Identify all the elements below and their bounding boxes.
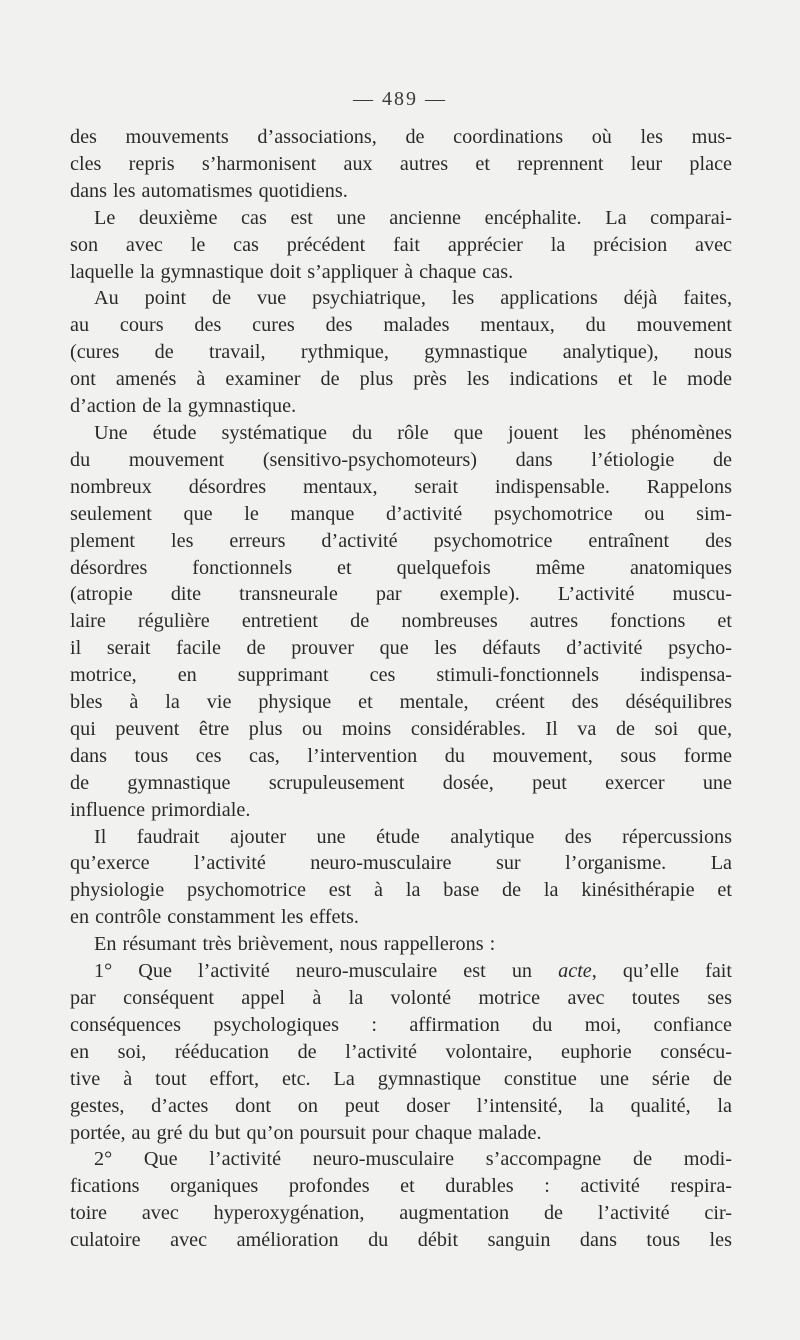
text-line: gestes, d’actes dont on peut doser l’intensité, la qualité, la [70, 1094, 732, 1117]
text-line: son avec le cas précédent fait apprécier la précision avec [70, 233, 732, 256]
text-line: En résumant très brièvement, nous rappellerons : [94, 933, 496, 956]
text-line: (cures de travail, rythmique, gymnastique analytique), nous [70, 341, 732, 364]
text-line: Il faudrait ajouter une étude analytique des répercussions [94, 825, 732, 848]
text-line: qu’exerce l’activité neuro-musculaire sur l’organisme. La [70, 852, 732, 875]
text-line: Au point de vue psychiatrique, les applications déjà faites, [94, 287, 732, 310]
text-line: laquelle la gymnastique doit s’appliquer à chaque cas. [70, 260, 514, 283]
text-line: du mouvement (sensitivo-psychomoteurs) dans l’étiologie de [70, 448, 732, 471]
text-line: désordres fonctionnels et quelquefois même anatomiques [70, 556, 732, 579]
text-line: en contrôle constamment les effets. [70, 906, 359, 929]
text-line: dans les automatismes quotidiens. [70, 179, 348, 202]
text-line: toire avec hyperoxygénation, augmentation de l’activité cir- [70, 1202, 732, 1225]
text-line: influence primordiale. [70, 798, 251, 821]
text-line: Le deuxième cas est une ancienne encéphalite. La comparai- [94, 206, 732, 229]
text-line: culatoire avec amélioration du débit sanguin dans tous les [70, 1229, 732, 1252]
text-line: de gymnastique scrupuleusement dosée, peut exercer une [70, 771, 732, 794]
text-line: en soi, rééducation de l’activité volontaire, euphorie consécu- [70, 1040, 732, 1063]
text-line: par conséquent appel à la volonté motrice avec toutes ses [70, 987, 732, 1009]
text-line: d’action de la gymnastique. [70, 395, 297, 418]
text-line: fications organiques profondes et durables : activité respira- [70, 1175, 732, 1198]
text-line: (atropie dite transneurale par exemple). L’activité muscu- [70, 583, 732, 606]
text-line: plement les erreurs d’activité psychomotrice entraînent des [70, 529, 732, 552]
text-line: seulement que le manque d’activité psychomotrice ou sim- [70, 502, 732, 525]
text-line: 1° Que l’activité neuro-musculaire est un acte, qu’elle fait [94, 960, 733, 983]
text-line: ont amenés à examiner de plus près les indications et le mode [70, 368, 732, 391]
text-line: qui peuvent être plus ou moins considérables. Il va de soi que, [70, 717, 732, 740]
text-line: portée, au gré du but qu’on poursuit pour chaque malade. [70, 1121, 542, 1144]
text-line: bles à la vie physique et mentale, créent des déséquilibres [70, 691, 732, 714]
text-line: Une étude systématique du rôle que jouent les phénomènes [94, 421, 732, 444]
text-line: nombreux désordres mentaux, serait indispensable. Rappelons [70, 475, 732, 498]
text-line: conséquences psychologiques : affirmation du moi, confiance [70, 1013, 732, 1036]
page-number: — 489 — [353, 88, 447, 110]
text-line: au cours des cures des malades mentaux, du mouvement [70, 314, 732, 337]
text-line: physiologie psychomotrice est à la base de la kinésithérapie et [70, 879, 732, 902]
body-text [70, 124, 732, 1254]
text-line: des mouvements d’associations, de coordinations où les mus- [70, 126, 732, 148]
text-line: laire régulière entretient de nombreuses autres fonctions et [70, 610, 732, 633]
text-line: tive à tout effort, etc. La gymnastique constitue une série de [70, 1067, 732, 1090]
text-line: cles repris s’harmonisent aux autres et reprennent leur place [70, 152, 732, 175]
text-line: motrice, en supprimant ces stimuli-fonctionnels indispensa- [70, 664, 732, 687]
text-line: dans tous ces cas, l’intervention du mouvement, sous forme [70, 744, 732, 767]
text-line: 2° Que l’activité neuro-musculaire s’accompagne de modi- [94, 1148, 732, 1171]
italic-word: acte [558, 960, 592, 983]
text-line: il serait facile de prouver que les défauts d’activité psycho- [70, 637, 732, 660]
